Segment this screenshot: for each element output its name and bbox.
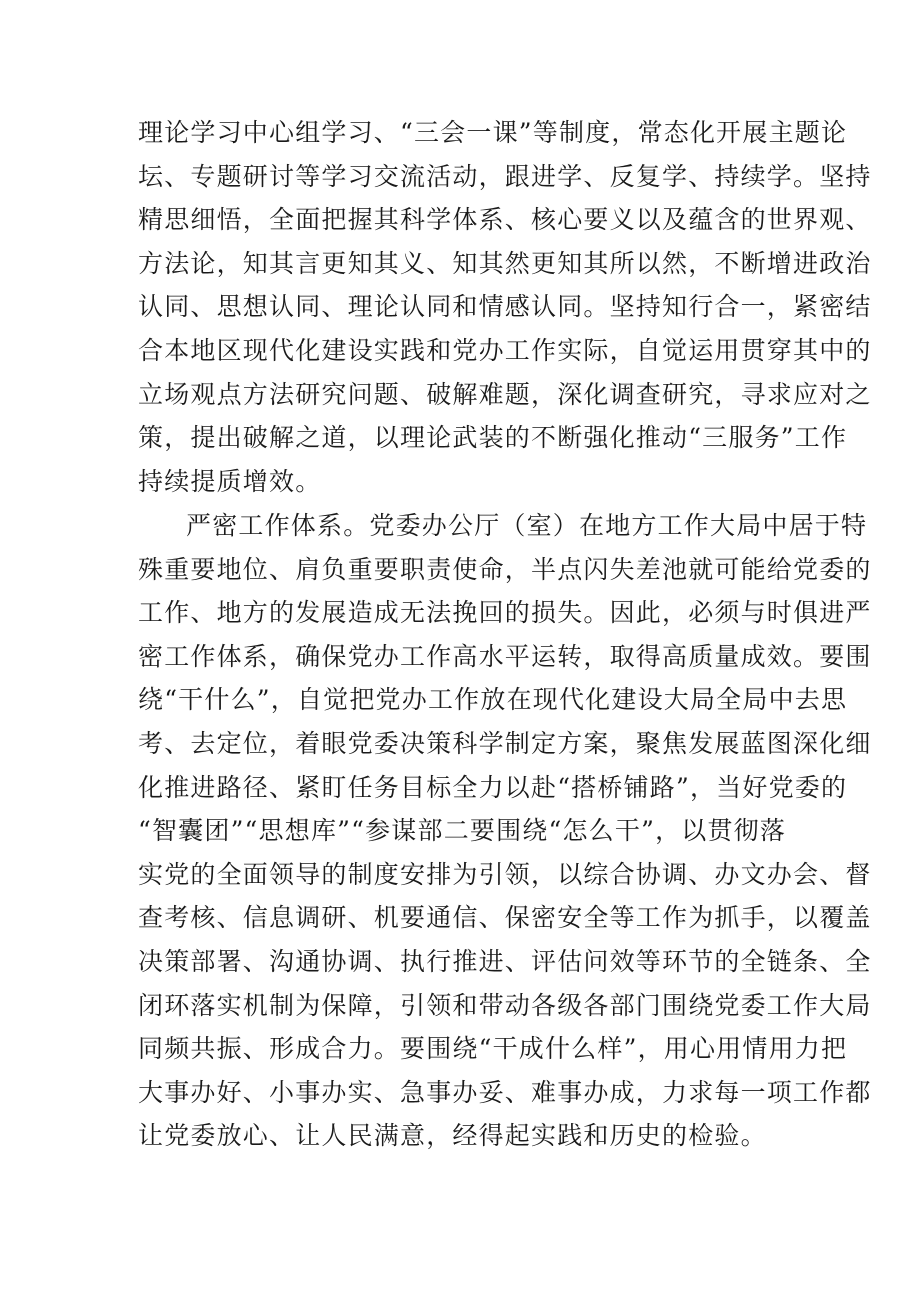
text-line: 合本地区现代化建设实践和党办工作实际，自觉运用贯穿其中的 — [138, 335, 872, 365]
text-line-indented: 严密工作体系。党委办公厅（室）在地方工作大局中居于特 — [186, 511, 868, 540]
text-line: 同频共振、形成合力。要围绕“干成什么样”，用心用情用力把 — [138, 1034, 848, 1064]
paragraph-work-system — [138, 504, 872, 1158]
text-line: 闭环落实机制为保障，引领和带动各级各部门围绕党委工作大局 — [138, 990, 872, 1020]
text-line: 理论学习中心组学习、“三会一课”等制度，常态化开展主题论 — [138, 118, 848, 147]
text-line: 密工作体系，确保党办工作高水平运转，取得高质量成效。要围 — [138, 641, 872, 671]
text-line: 持续提质增效。 — [138, 466, 322, 496]
text-line: 认同、思想认同、理论认同和情感认同。坚持知行合一，紧密结 — [138, 292, 872, 322]
text-line: “智囊团”“思想库”“参谋部二要围绕“怎么干”，以贯彻落 — [138, 816, 787, 846]
text-line: 让党委放心、让人民满意，经得起实践和历史的检验。 — [138, 1121, 767, 1151]
text-line: 工作、地方的发展造成无法挽回的损失。因此，必须与时俱进严 — [138, 598, 872, 628]
text-line: 方法论，知其言更知其义、知其然更知其所以然，不断增进政治 — [138, 248, 872, 278]
text-line: 坛、专题研讨等学习交流活动，跟进学、反复学、持续学。坚持 — [138, 161, 872, 191]
paragraph-theory-study — [138, 111, 872, 503]
text-line: 绕“干什么”，自觉把党办工作放在现代化建设大局全局中去思 — [138, 685, 848, 715]
text-line: 策，提出破解之道，以理论武装的不断强化推动“三服务”工作 — [138, 423, 848, 453]
text-line: 殊重要地位、肩负重要职责使命，半点闪失差池就可能给党委的 — [138, 554, 872, 584]
text-line: 实党的全面领导的制度安排为引领，以综合协调、办文办会、督 — [138, 859, 872, 889]
text-line: 精思细悟，全面把握其科学体系、核心要义以及蕴含的世界观、 — [138, 205, 872, 235]
text-line: 化推进路径、紧盯任务目标全力以赴“搭桥铺路”，当好党委的 — [138, 772, 848, 802]
text-line: 查考核、信息调研、机要通信、保密安全等工作为抓手，以覆盖 — [138, 903, 872, 933]
text-line: 决策部署、沟通协调、执行推进、评估问效等环节的全链条、全 — [138, 946, 872, 976]
text-line: 考、去定位，着眼党委决策科学制定方案，聚焦发展蓝图深化细 — [138, 728, 872, 758]
text-line: 大事办好、小事办实、急事办妥、难事办成，力求每一项工作都 — [138, 1077, 872, 1107]
text-line: 立场观点方法研究问题、破解难题，深化调查研究，寻求应对之 — [138, 379, 872, 409]
